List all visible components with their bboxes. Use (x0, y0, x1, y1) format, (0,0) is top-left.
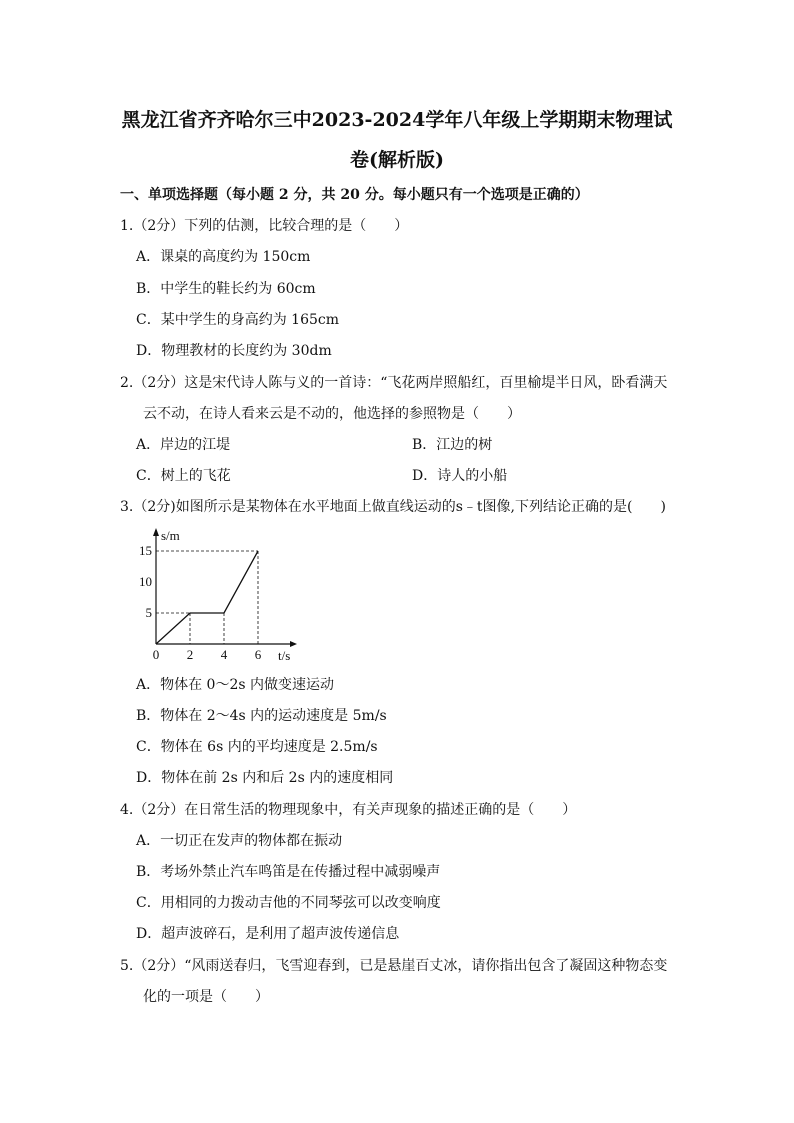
q1-option-b: B．中学生的鞋长约为 60cm (136, 281, 316, 297)
q3-option-b: B．物体在 2～4s 内的运动速度是 5m/s (136, 708, 387, 724)
q4-option-c: C．用相同的力拨动吉他的不同琴弦可以改变响度 (136, 895, 441, 911)
doc-title-line2: 卷(解析版) (350, 149, 444, 171)
series-line (156, 551, 258, 644)
q1-option-c: C．某中学生的身高约为 165cm (136, 312, 339, 328)
y-tick-label: 5 (145, 605, 152, 620)
q4-option-b: B．考场外禁止汽车鸣笛是在传播过程中减弱噪声 (136, 864, 441, 880)
q3-option-a: A．物体在 0～2s 内做变速运动 (136, 677, 335, 693)
x-tick-label: 2 (186, 647, 194, 662)
q2-stem-line2: 云不动，在诗人看来云是不动的，他选择的参照物是（ ） (143, 406, 521, 422)
q2-stem-line1: 2.（2分）这是宋代诗人陈与义的一首诗：“飞花两岸照船红，百里榆堤半日风，卧看满天 (120, 375, 668, 391)
st-graph (130, 522, 300, 670)
q4-stem: 4.（2分）在日常生活的物理现象中，有关声现象的描述正确的是（ ） (120, 802, 577, 818)
y-axis-label: s/m (161, 528, 180, 543)
doc-title-line1: 黑龙江省齐齐哈尔三中2023-2024学年八年级上学期期末物理试 (121, 109, 673, 131)
y-tick-label: 15 (139, 543, 152, 558)
y-tick-label: 10 (139, 574, 152, 589)
q1-stem: 1.（2分）下列的估测，比较合理的是（ ） (120, 218, 409, 234)
x-tick-label: 6 (254, 647, 262, 662)
x-tick-label: 4 (220, 647, 228, 662)
q1-option-a: A．课桌的高度约为 150cm (136, 249, 311, 265)
y-axis-arrow (153, 528, 159, 536)
section-heading: 一、单项选择题（每小题 2 分，共 20 分。每小题只有一个选项是正确的） (120, 187, 589, 203)
q2-option-b: B．江边的树 (412, 437, 493, 453)
q2-option-d: D．诗人的小船 (412, 468, 508, 484)
q5-stem-line2: 化的一项是（ ） (143, 989, 269, 1005)
q4-option-a: A．一切正在发声的物体都在振动 (136, 833, 343, 849)
q4-option-d: D．超声波碎石，是利用了超声波传递信息 (136, 926, 400, 942)
q2-option-a: A．岸边的江堤 (136, 437, 231, 453)
x-axis-arrow (290, 641, 297, 647)
q3-option-d: D．物体在前 2s 内和后 2s 内的速度相同 (136, 770, 394, 786)
x-axis-label: t/s (278, 648, 291, 663)
q1-option-d: D．物理教材的长度约为 30dm (136, 343, 332, 359)
q3-stem: 3.（2分)如图所示是某物体在水平地面上做直线运动的s﹣t图像,下列结论正确的是( ) (120, 499, 666, 515)
q2-option-c: C．树上的飞花 (136, 468, 231, 484)
q3-option-c: C．物体在 6s 内的平均速度是 2.5m/s (136, 739, 378, 755)
q5-stem-line1: 5.（2分）“风雨送春归，飞雪迎春到，已是悬崖百丈冰，请你指出包含了凝固这种物态变 (120, 958, 668, 974)
x-tick-label: 0 (152, 647, 160, 662)
